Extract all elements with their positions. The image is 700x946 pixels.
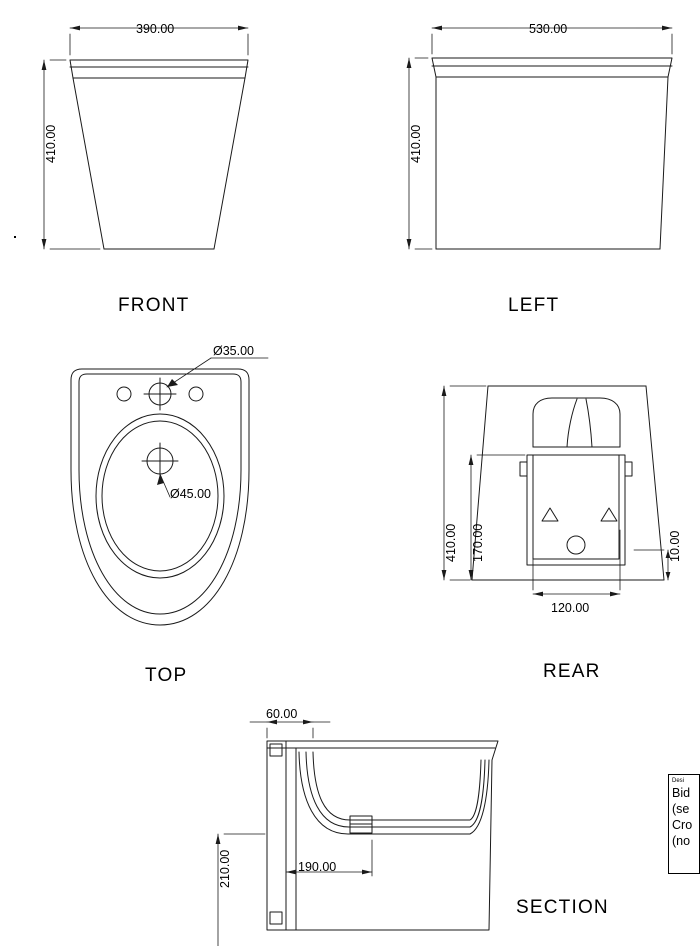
dimension-top-hole-large: Ø35.00 xyxy=(213,344,255,358)
top-dimensions xyxy=(157,358,268,497)
dimension-rear-height: 410.00 xyxy=(444,523,458,562)
dimension-rear-mid-height: 170.00 xyxy=(471,523,485,562)
dimension-front-width: 390.00 xyxy=(136,22,175,36)
rear-view-geometry xyxy=(472,386,664,580)
stray-mark xyxy=(14,236,16,238)
view-label-section: SECTION xyxy=(516,897,609,918)
section-view-geometry xyxy=(267,741,498,930)
title-block-line-3: Cro xyxy=(672,818,693,832)
dimension-section-depth: 190.00 xyxy=(298,860,337,874)
front-dimensions xyxy=(42,26,248,249)
dimension-rear-small-offset: 10.00 xyxy=(668,530,682,562)
dimension-section-thickness: 60.00 xyxy=(266,707,298,721)
dimension-top-hole-small: Ø45.00 xyxy=(170,487,212,501)
title-block-line-1: Bid xyxy=(672,786,691,800)
front-view-geometry xyxy=(70,60,248,249)
dimension-left-width: 530.00 xyxy=(529,22,568,36)
title-block-lines xyxy=(669,785,699,849)
section-dimensions xyxy=(216,720,372,946)
title-block-header: Desi xyxy=(672,778,685,784)
view-label-front: FRONT xyxy=(118,295,190,316)
dimension-rear-width: 120.00 xyxy=(551,601,590,615)
view-label-left: LEFT xyxy=(508,295,560,316)
title-block-line-2: (se xyxy=(672,802,690,816)
title-block xyxy=(668,774,700,874)
title-block-line-4: (no xyxy=(672,834,691,848)
dimension-section-height: 210.00 xyxy=(218,849,232,888)
view-label-rear: REAR xyxy=(543,661,601,682)
left-dimensions xyxy=(407,26,672,249)
top-view-geometry xyxy=(71,369,249,625)
dimension-left-height: 410.00 xyxy=(409,124,423,163)
left-view-geometry xyxy=(432,58,672,249)
view-label-top: TOP xyxy=(145,665,188,686)
dimension-front-height: 410.00 xyxy=(44,124,58,163)
